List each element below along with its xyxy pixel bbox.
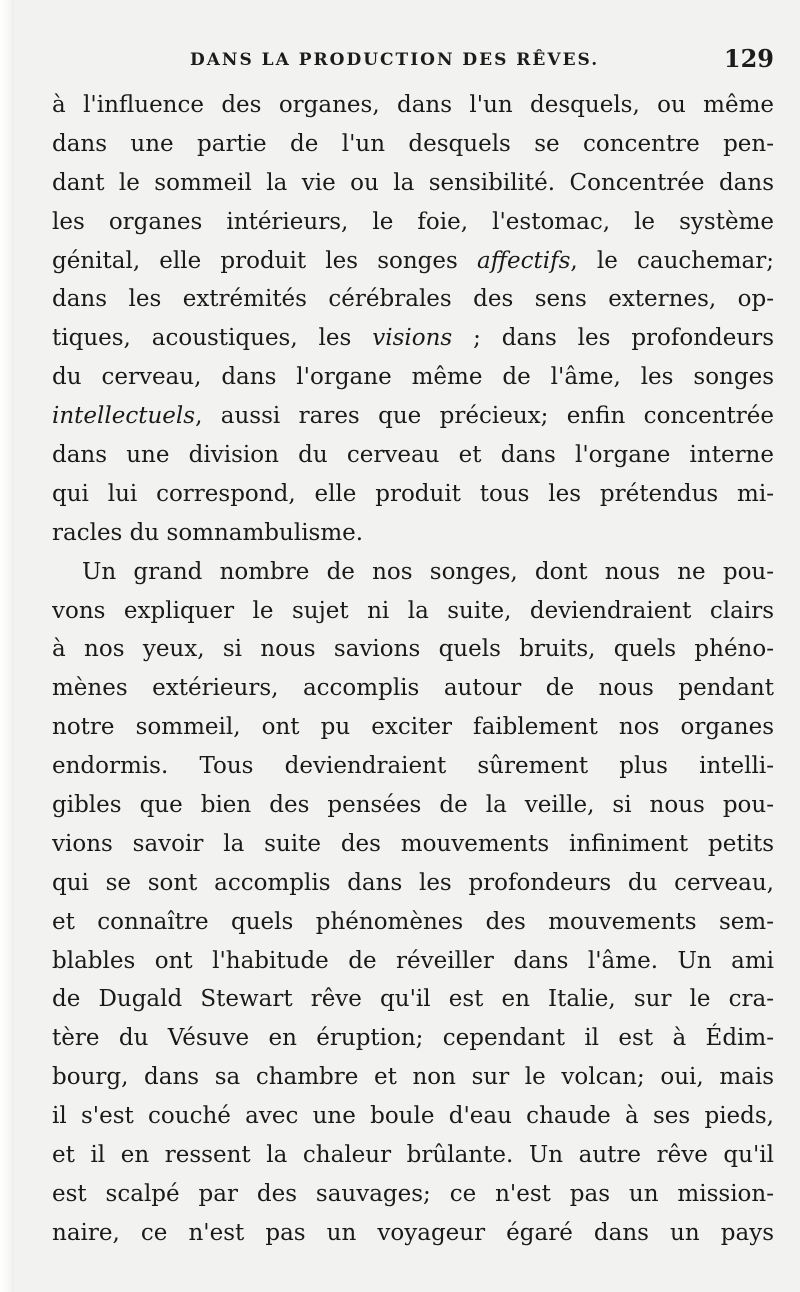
text-line xyxy=(52,630,774,669)
text-segment: à nos yeux, si nous savions quels bruits, quels phéno- xyxy=(52,636,774,663)
text-segment: gibles que bien des pensées de la veille, si nous pou- xyxy=(52,792,774,819)
page-header xyxy=(52,44,774,80)
text-segment: , le cauchemar; xyxy=(570,247,774,274)
page-edge xyxy=(0,0,14,1292)
text-segment: génital, elle produit les songes xyxy=(52,247,477,274)
text-segment: dans une division du cerveau et dans l'organe interne xyxy=(52,442,774,469)
text-line xyxy=(52,1175,774,1214)
text-segment: vons expliquer le sujet ni la suite, deviendraient clairs xyxy=(52,597,774,624)
text-segment: dant le sommeil la vie ou la sensibilité. Concentrée dans xyxy=(52,169,774,196)
text-segment: ; dans les profondeurs xyxy=(452,325,774,352)
text-line xyxy=(52,1058,774,1097)
text-line xyxy=(52,1136,774,1175)
text-segment: qui lui correspond, elle produit tous les prétendus mi- xyxy=(52,480,774,507)
text-line xyxy=(52,1019,774,1058)
text-segment: mènes extérieurs, accomplis autour de nous pendant xyxy=(52,675,774,702)
text-segment: est scalpé par des sauvages; ce n'est pas un mission- xyxy=(52,1180,774,1207)
text-segment: du cerveau, dans l'organe même de l'âme, les songes xyxy=(52,364,774,391)
text-line xyxy=(52,397,774,436)
text-segment: à l'influence des organes, dans l'un desquels, ou même xyxy=(52,92,774,118)
text-line xyxy=(52,436,774,475)
text-line xyxy=(52,786,774,825)
text-segment: les organes intérieurs, le foie, l'estomac, le système xyxy=(52,208,774,235)
text-line xyxy=(52,125,774,164)
text-segment: tiques, acoustiques, les xyxy=(52,325,373,352)
text-line xyxy=(52,164,774,203)
text-line xyxy=(52,1097,774,1136)
text-segment: naire, ce n'est pas un voyageur égaré dans un pays xyxy=(52,1219,774,1246)
text-line xyxy=(52,203,774,242)
text-line xyxy=(52,514,774,553)
text-line xyxy=(52,86,774,125)
text-line xyxy=(52,280,774,319)
text-line xyxy=(52,708,774,747)
text-line xyxy=(52,980,774,1019)
text-segment: endormis. Tous deviendraient sûrement plus intelli- xyxy=(52,753,774,780)
text-segment: il s'est couché avec une boule d'eau chaude à ses pieds, xyxy=(52,1103,774,1130)
text-segment: notre sommeil, ont pu exciter faiblement nos organes xyxy=(52,714,774,741)
text-segment: blables ont l'habitude de réveiller dans l'âme. Un ami xyxy=(52,947,774,974)
text-segment: et il en ressent la chaleur brûlante. Un autre rêve qu'il xyxy=(52,1142,774,1169)
italic-term: intellectuels xyxy=(52,403,196,430)
text-line xyxy=(52,475,774,514)
text-line xyxy=(52,592,774,631)
text-segment: de Dugald Stewart rêve qu'il est en Italie, sur le cra- xyxy=(52,986,774,1013)
text-segment: vions savoir la suite des mouvements infiniment petits xyxy=(52,830,774,857)
text-line xyxy=(52,864,774,903)
text-line xyxy=(52,358,774,397)
text-segment: tère du Vésuve en éruption; cependant il est à Édim- xyxy=(52,1025,774,1052)
page-number: 129 xyxy=(723,44,774,73)
text-segment: racles du somnambulisme. xyxy=(52,519,364,546)
text-line xyxy=(52,825,774,864)
italic-term: affectifs xyxy=(476,247,571,274)
text-line xyxy=(52,942,774,981)
text-line xyxy=(52,242,774,281)
text-line xyxy=(52,903,774,942)
text-segment: bourg, dans sa chambre et non sur le volcan; oui, mais xyxy=(52,1064,774,1091)
text-segment: , aussi rares que précieux; enfin concentrée xyxy=(195,403,774,430)
text-line xyxy=(52,669,774,708)
text-segment: dans les extrémités cérébrales des sens externes, op- xyxy=(52,286,774,313)
running-head: DANS LA PRODUCTION DES RÊVES. xyxy=(190,50,600,70)
text-line xyxy=(52,1214,774,1253)
text-line xyxy=(52,747,774,786)
italic-term: visions xyxy=(372,325,453,352)
text-segment: qui se sont accomplis dans les profondeurs du cerveau, xyxy=(52,869,774,896)
body-text xyxy=(52,86,774,1253)
text-segment: Un grand nombre de nos songes, dont nous ne pou- xyxy=(82,558,774,585)
text-segment: et connaître quels phénomènes des mouvements sem- xyxy=(52,908,774,935)
text-line xyxy=(52,319,774,358)
text-segment: dans une partie de l'un desquels se concentre pen- xyxy=(52,130,774,157)
text-line xyxy=(52,553,774,592)
